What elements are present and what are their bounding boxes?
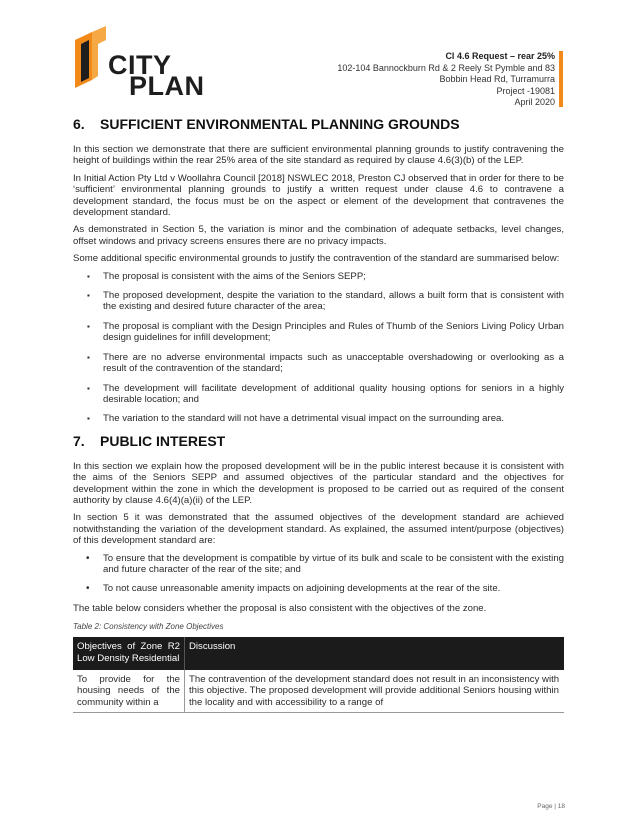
section-7-heading <box>73 433 564 449</box>
table-container <box>73 637 564 727</box>
page-number: Page | 18 <box>537 803 565 810</box>
list-item: • To not cause unreasonable amenity impacts on adjoining developments at the rear of the site. <box>103 583 564 594</box>
section-7-paragraph: In section 5 it was demonstrated that the assumed objectives of the development standard are achieved notwithstanding the variation of the development standard. As explained, the assumed intent/purpose (objectives) of this development standard are: <box>73 512 564 547</box>
section-6-paragraph: Some additional specific environmental grounds to justify the contravention of the standard are summarised below: <box>73 253 560 265</box>
address-line-1: 102-104 Bannockburn Rd & 2 Reely St Pymble and 83 <box>337 62 555 73</box>
zone-objectives-table <box>73 637 564 713</box>
section-6-number: 6. <box>73 116 85 132</box>
section-6-paragraph: In this section we demonstrate that there are sufficient environmental planning grounds to justify contravening the height of buildings within the rear 25% area of the site standard as required by clause 4.6(3)(b) of the LEP. <box>73 144 564 167</box>
document-header-info <box>337 51 555 109</box>
address-line-2: Bobbin Head Rd, Turramurra <box>439 74 555 84</box>
section-6-paragraph: As demonstrated in Section 5, the variation is minor and the combination of adequate setbacks, level changes, offset windows and privacy screens ensures there are no privacy impacts. <box>73 224 564 247</box>
table-row <box>73 670 564 713</box>
document-date: April 2020 <box>514 97 555 107</box>
list-item: ▪ The proposed development, despite the variation to the standard, allows a built form that is consistent with the existing and desired future character of the area; <box>103 290 564 313</box>
header-accent-bar <box>559 51 563 107</box>
table-cell: To provide for the housing needs of the community within a <box>73 670 185 713</box>
list-item: ▪ The development will facilitate development of additional quality housing options for seniors in a highly desirable location; and <box>103 383 564 406</box>
section-7-title: PUBLIC INTEREST <box>100 432 226 449</box>
logo-plan-text: PLAN <box>129 71 205 101</box>
table-header-cell: Discussion <box>185 637 565 670</box>
section-6-heading <box>73 116 564 132</box>
list-item: ▪ There are no adverse environmental impacts such as unacceptable overshadowing or overlooking as a result of the contravention of the standard; <box>103 352 564 375</box>
logo-city-text: CITY <box>108 50 172 80</box>
page-content <box>73 116 564 727</box>
list-item: ▪ The proposal is consistent with the aims of the Seniors SEPP; <box>103 271 564 282</box>
list-item: ▪ The proposal is compliant with the Design Principles and Rules of Thumb of the Seniors Living Policy Urban design guidelines for infill development; <box>103 321 564 344</box>
environmental-grounds-list <box>73 271 564 425</box>
list-item: • To ensure that the development is compatible by virtue of its bulk and scale to be consistent with the existing and future character of the rear of the site; and <box>103 553 564 576</box>
table-header-cell: Objectives of Zone R2 Low Density Residential <box>73 637 185 670</box>
section-7-paragraph: In this section we explain how the proposed development will be in the public interest because it is consistent with the aims of the Seniors SEPP and assumed objectives of the particular standard and the objectives for development within the zone in which the development is proposed to be carried out as required of the consent authority by clause 4.6(4)(a)(ii) of the LEP. <box>73 460 564 506</box>
table-header-row <box>73 637 564 670</box>
request-reference: Cl 4.6 Request – rear 25% <box>445 51 555 61</box>
section-7-number: 7. <box>73 432 85 449</box>
objectives-list <box>73 553 564 595</box>
section-7-paragraph: The table below considers whether the proposal is also consistent with the objectives of the zone. <box>73 602 487 614</box>
section-6-paragraph: In Initial Action Pty Ltd v Woollahra Council [2018] NSWLEC 2018, Preston CJ observed that in order for there to be ‘sufficient’ environmental planning grounds to justify a written request under clause 4.6 to contravene a development standard, the focus must be on the aspect or element of the development that contravenes the development standard. <box>73 172 564 219</box>
section-6-title: SUFFICIENT ENVIRONMENTAL PLANNING GROUNDS <box>100 116 460 132</box>
table-cell: The contravention of the development standard does not result in an inconsistency with this objective. The proposed development will provide additional Seniors housing within the locality and with accessibility to a range of <box>185 670 565 713</box>
table-caption: Table 2: Consistency with Zone Objectives <box>73 622 224 632</box>
list-item: ▪ The variation to the standard will not have a detrimental visual impact on the surrounding area. <box>103 413 564 424</box>
project-number: Project -19081 <box>496 85 555 96</box>
